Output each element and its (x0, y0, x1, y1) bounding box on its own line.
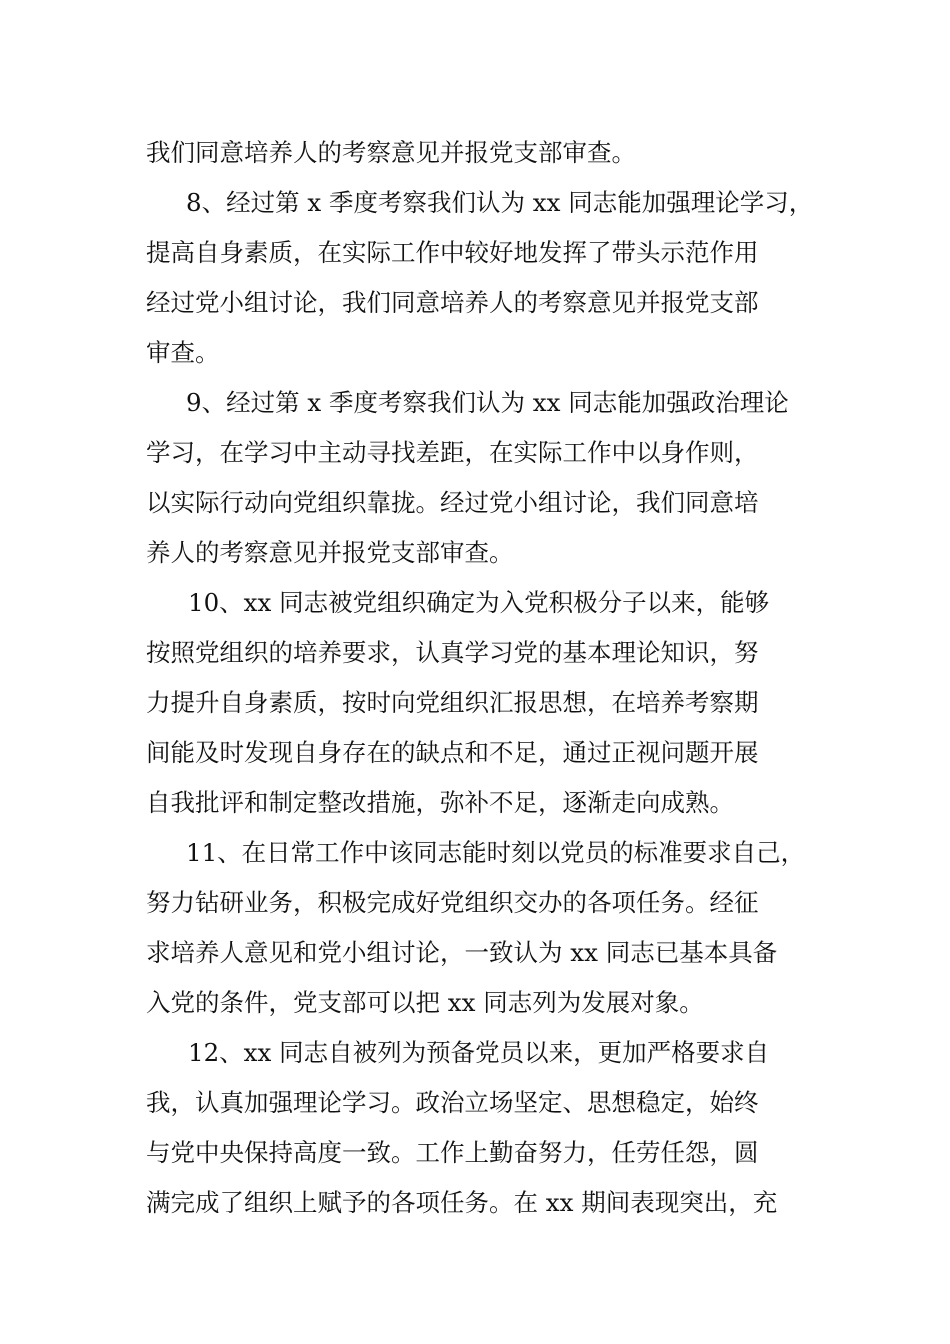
text-line: 自我批评和制定整改措施，弥补不足，逐渐走向成熟。 (146, 788, 734, 817)
text-line: 经过党小组讨论，我们同意培养人的考察意见并报党支部 (146, 288, 759, 317)
text-line: 力提升自身素质，按时向党组织汇报思想，在培养考察期 (146, 688, 759, 717)
paragraph-9-first-line: 9、经过第 x 季度考察我们认为 xx 同志能加强政治理论 (186, 388, 789, 417)
text-line: 学习，在学习中主动寻找差距，在实际工作中以身作则， (146, 438, 759, 467)
paragraph-8-first-line: 8、经过第 x 季度考察我们认为 xx 同志能加强理论学习， (186, 188, 814, 217)
text-line: 与党中央保持高度一致。工作上勤奋努力，任劳任怨，圆 (146, 1138, 759, 1167)
text-line: 我们同意培养人的考察意见并报党支部审查。 (146, 138, 636, 167)
text-line: 我，认真加强理论学习。政治立场坚定、思想稳定，始终 (146, 1088, 759, 1117)
text-line: 努力钻研业务，积极完成好党组织交办的各项任务。经征 (146, 888, 759, 917)
paragraph-12-first-line: 12、xx 同志自被列为预备党员以来，更加严格要求自 (188, 1038, 770, 1067)
text-line: 以实际行动向党组织靠拢。经过党小组讨论，我们同意培 (146, 488, 759, 517)
text-line: 养人的考察意见并报党支部审查。 (146, 538, 514, 567)
text-line: 间能及时发现自身存在的缺点和不足，通过正视问题开展 (146, 738, 759, 767)
text-line: 满完成了组织上赋予的各项任务。在 xx 期间表现突出，充 (146, 1188, 778, 1217)
text-line: 审查。 (146, 338, 220, 367)
text-line: 按照党组织的培养要求，认真学习党的基本理论知识，努 (146, 638, 759, 667)
text-line: 入党的条件，党支部可以把 xx 同志列为发展对象。 (146, 988, 704, 1017)
text-line: 提高自身素质，在实际工作中较好地发挥了带头示范作用 (146, 238, 759, 267)
paragraph-10-first-line: 10、xx 同志被党组织确定为入党积极分子以来，能够 (188, 588, 770, 617)
paragraph-11-first-line: 11、在日常工作中该同志能时刻以党员的标准要求自己， (186, 838, 806, 867)
text-line: 求培养人意见和党小组讨论，一致认为 xx 同志已基本具备 (146, 938, 778, 967)
